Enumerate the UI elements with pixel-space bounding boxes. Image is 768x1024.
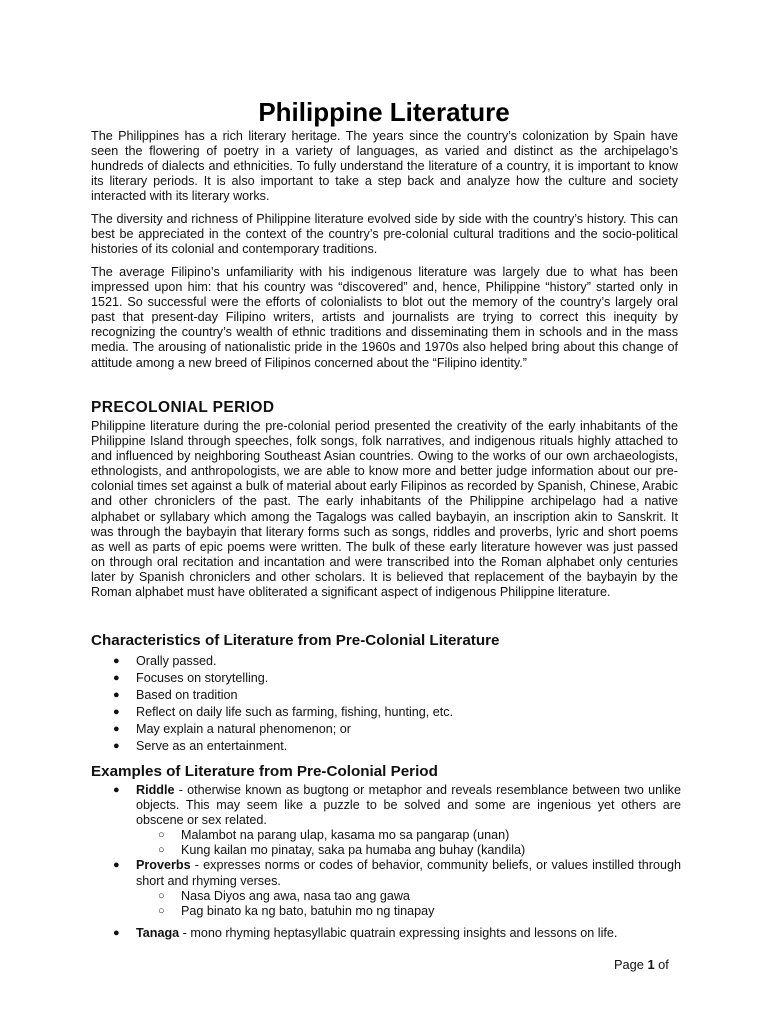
characteristics-list <box>91 653 681 756</box>
section-heading-precolonial: PRECOLONIAL PERIOD <box>91 399 275 416</box>
characteristics-heading: Characteristics of Literature from Pre-Colonial Literature <box>91 632 500 649</box>
bullet-icon: ● <box>113 740 120 753</box>
list-item <box>91 687 681 704</box>
riddle-samples <box>136 828 681 858</box>
bullet-icon: ● <box>113 672 120 685</box>
sample-item <box>136 828 681 843</box>
bullet-icon: ● <box>113 723 120 736</box>
bullet-icon: ● <box>113 926 120 939</box>
example-riddle <box>91 783 681 858</box>
intro-paragraph-3: The average Filipino’s unfamiliarity with his indigenous literature was largely due to what has been impressed upon him: that his country was “discovered” and, hence, Philippine “history” started only in 1521. So successful were the efforts of colonialists to blot out the memory of the country’s largely oral past that present-day Filipino writers, artists and journalists are trying to correct this inequity by recognizing the country’s wealth of ethnic traditions and disseminating them in schools and in the mass media. The arousing of nationalistic pride in the 1960s and 1970s also helped bring about this change of attitude among a new breed of Filipinos concerned about the “Filipino identity.” <box>91 265 678 370</box>
hollow-bullet-icon: ○ <box>158 889 165 902</box>
bullet-icon: ● <box>113 859 120 872</box>
sample-item <box>136 843 681 858</box>
sample-text: Pag binato ka ng bato, batuhin mo ng tinapay <box>181 903 435 918</box>
page-label: Page <box>614 957 644 972</box>
bullet-icon: ● <box>113 706 120 719</box>
example-term: Tanaga <box>136 925 180 940</box>
list-item-text: Focuses on storytelling. <box>136 671 269 686</box>
list-item-text: Orally passed. <box>136 654 217 668</box>
list-item-text: Reflect on daily life such as farming, fishing, hunting, etc. <box>136 705 454 720</box>
list-item <box>91 738 681 755</box>
list-item <box>91 721 681 738</box>
hollow-bullet-icon: ○ <box>158 829 165 842</box>
page-footer <box>614 957 669 972</box>
proverb-samples <box>136 889 681 919</box>
hollow-bullet-icon: ○ <box>158 844 165 857</box>
list-item-text: May explain a natural phenomenon; or <box>136 722 351 737</box>
bullet-icon: ● <box>113 655 120 667</box>
page-title: Philippine Literature <box>258 97 510 128</box>
example-description: - otherwise known as bugtong or metaphor and reveals resemblance between two unlike objects. This may seem like a puzzle to be solved and some are ingenious yet others are obscene or sex related. <box>136 783 681 828</box>
list-item-text: Serve as an entertainment. <box>136 739 288 754</box>
example-description: - expresses norms or codes of behavior, community beliefs, or values instilled through short and rhyming verses. <box>136 858 681 888</box>
example-term: Riddle <box>136 783 175 797</box>
sample-item <box>136 904 681 919</box>
sample-text: Nasa Diyos ang awa, nasa tao ang gawa <box>181 888 410 903</box>
bullet-icon: ● <box>113 689 120 702</box>
sample-item <box>136 889 681 904</box>
example-description: - mono rhyming heptasyllabic quatrain expressing insights and lessons on life. <box>179 925 618 940</box>
bullet-icon: ● <box>113 784 120 796</box>
example-proverbs <box>91 858 681 918</box>
examples-heading: Examples of Literature from Pre-Colonial Period <box>91 763 438 780</box>
list-item <box>91 653 681 670</box>
intro-paragraph-1: The Philippines has a rich literary heritage. The years since the country’s colonization by Spain have seen the flowering of poetry in a variety of languages, as varied and distinct as the archipelago’s hundreds of dialects and ethnicities. To fully understand the literature of a country, it is important to know its literary periods. It is also important to take a step back and analyze how the culture and society interacted with its literary works. <box>91 129 678 204</box>
page-number: 1 <box>647 957 655 972</box>
example-tanaga <box>91 926 681 941</box>
example-term: Proverbs <box>136 858 191 873</box>
precolonial-paragraph: Philippine literature during the pre-colonial period presented the creativity of the early inhabitants of the Philippine Island through speeches, folk songs, folk narratives, and indigenous rituals highly attached to and influenced by neighboring Southeast Asian countries. Owing to the works of our own archaeologists, ethnologists, and anthropologists, we are able to know more and better judge information about our pre-colonial times set against a bulk of material about early Filipinos as recorded by Spanish, Chinese, Arabic and other chroniclers of the past. The early inhabitants of the Philippine archipelago had a native alphabet or syllabary which among the Tagalogs was called baybayin, an inscription akin to Sanskrit. It was through the baybayin that literary forms such as songs, riddles and proverbs, lyric and short poems as well as parts of epic poems were written. The bulk of these early literature however was just passed on through oral recitation and incantation and were transcribed into the Roman alphabet only centuries later by Spanish chroniclers and other scholars. It is believed that replacement of the baybayin by the Roman alphabet must have obliterated a significant aspect of indigenous Philippine literature. <box>91 419 678 600</box>
page-of-label: of <box>658 957 669 972</box>
list-item <box>91 704 681 721</box>
intro-paragraph-2: The diversity and richness of Philippine literature evolved side by side with the country’s history. This can best be appreciated in the context of the country’s pre-colonial cultural traditions and the socio-political histories of its colonial and contemporary traditions. <box>91 212 678 257</box>
examples-list <box>91 783 681 941</box>
sample-text: Malambot na parang ulap, kasama mo sa pangarap (unan) <box>181 828 510 843</box>
hollow-bullet-icon: ○ <box>158 904 165 917</box>
list-item-text: Based on tradition <box>136 688 238 703</box>
list-item <box>91 670 681 687</box>
sample-text: Kung kailan mo pinatay, saka pa humaba ang buhay (kandila) <box>181 843 526 858</box>
